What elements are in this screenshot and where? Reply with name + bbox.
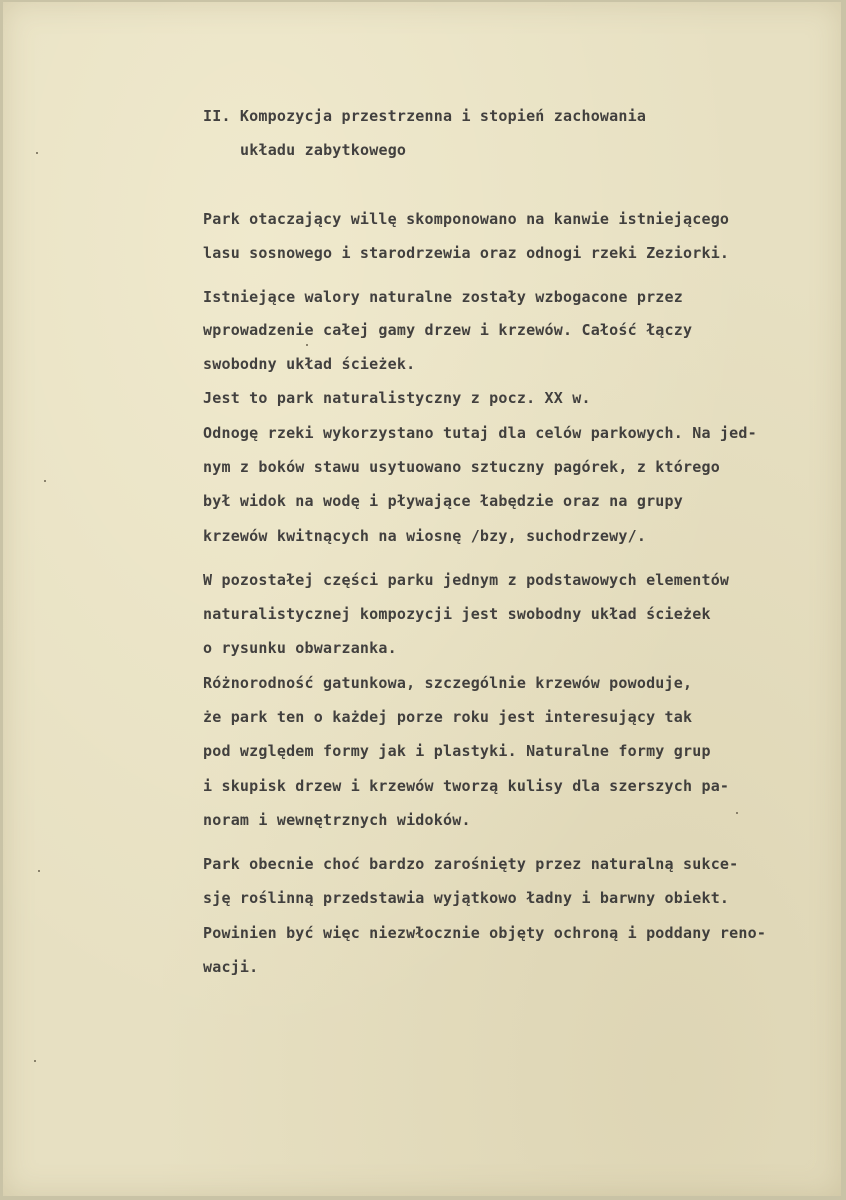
paragraph-2-line-6: nym z boków stawu usytuowano sztuczny pagórek, z którego: [203, 458, 720, 476]
paragraph-4-line-2: sję roślinną przedstawia wyjątkowo ładny i barwny obiekt.: [203, 889, 730, 907]
paragraph-3-line-3: o rysunku obwarzanka.: [203, 639, 397, 657]
paper-speck: [36, 152, 38, 154]
paragraph-1-line-2: lasu sosnowego i starodrzewia oraz odnogi rzeki Zeziorki.: [203, 244, 730, 262]
paragraph-2-line-5: Odnogę rzeki wykorzystano tutaj dla celów parkowych. Na jed-: [203, 424, 757, 442]
paper-speck: [736, 812, 738, 814]
paragraph-3-line-6: pod względem formy jak i plastyki. Naturalne formy grup: [203, 742, 711, 760]
paragraph-4-line-1: Park obecnie choć bardzo zarośnięty przez naturalną sukce-: [203, 855, 739, 873]
paper-speck: [38, 870, 40, 872]
paper-speck: [34, 1060, 36, 1062]
paragraph-3-line-7: i skupisk drzew i krzewów tworzą kulisy dla szerszych pa-: [203, 777, 730, 795]
paragraph-2-line-3: swobodny układ ścieżek.: [203, 355, 416, 373]
paragraph-2-line-8: krzewów kwitnących na wiosnę /bzy, suchodrzewy/.: [203, 527, 647, 545]
heading-line-2: układu zabytkowego: [240, 141, 407, 159]
paragraph-3-line-5: że park ten o każdej porze roku jest interesujący tak: [203, 708, 693, 726]
paragraph-1-line-1: Park otaczający willę skomponowano na kanwie istniejącego: [203, 210, 730, 228]
paragraph-2-line-7: był widok na wodę i pływające łabędzie oraz na grupy: [203, 492, 683, 510]
heading-line-1: II. Kompozycja przestrzenna i stopień zachowania: [203, 107, 647, 125]
paragraph-4-line-4: wacji.: [203, 958, 259, 976]
paragraph-3-line-8: noram i wewnętrznych widoków.: [203, 811, 471, 829]
paragraph-3-line-2: naturalistycznej kompozycji jest swobodny układ ścieżek: [203, 605, 711, 623]
paragraph-4-line-3: Powinien być więc niezwłocznie objęty ochroną i poddany reno-: [203, 924, 767, 942]
paragraph-2-line-4: Jest to park naturalistyczny z pocz. XX w.: [203, 389, 591, 407]
paper-speck: [44, 480, 46, 482]
paper-speck: [306, 344, 308, 346]
paragraph-3-line-1: W pozostałej części parku jednym z podstawowych elementów: [203, 571, 730, 589]
paragraph-2-line-2: wprowadzenie całej gamy drzew i krzewów. Całość łączy: [203, 321, 693, 339]
paragraph-2-line-1: Istniejące walory naturalne zostały wzbogacone przez: [203, 288, 683, 306]
paragraph-3-line-4: Różnorodność gatunkowa, szczególnie krzewów powoduje,: [203, 674, 693, 692]
